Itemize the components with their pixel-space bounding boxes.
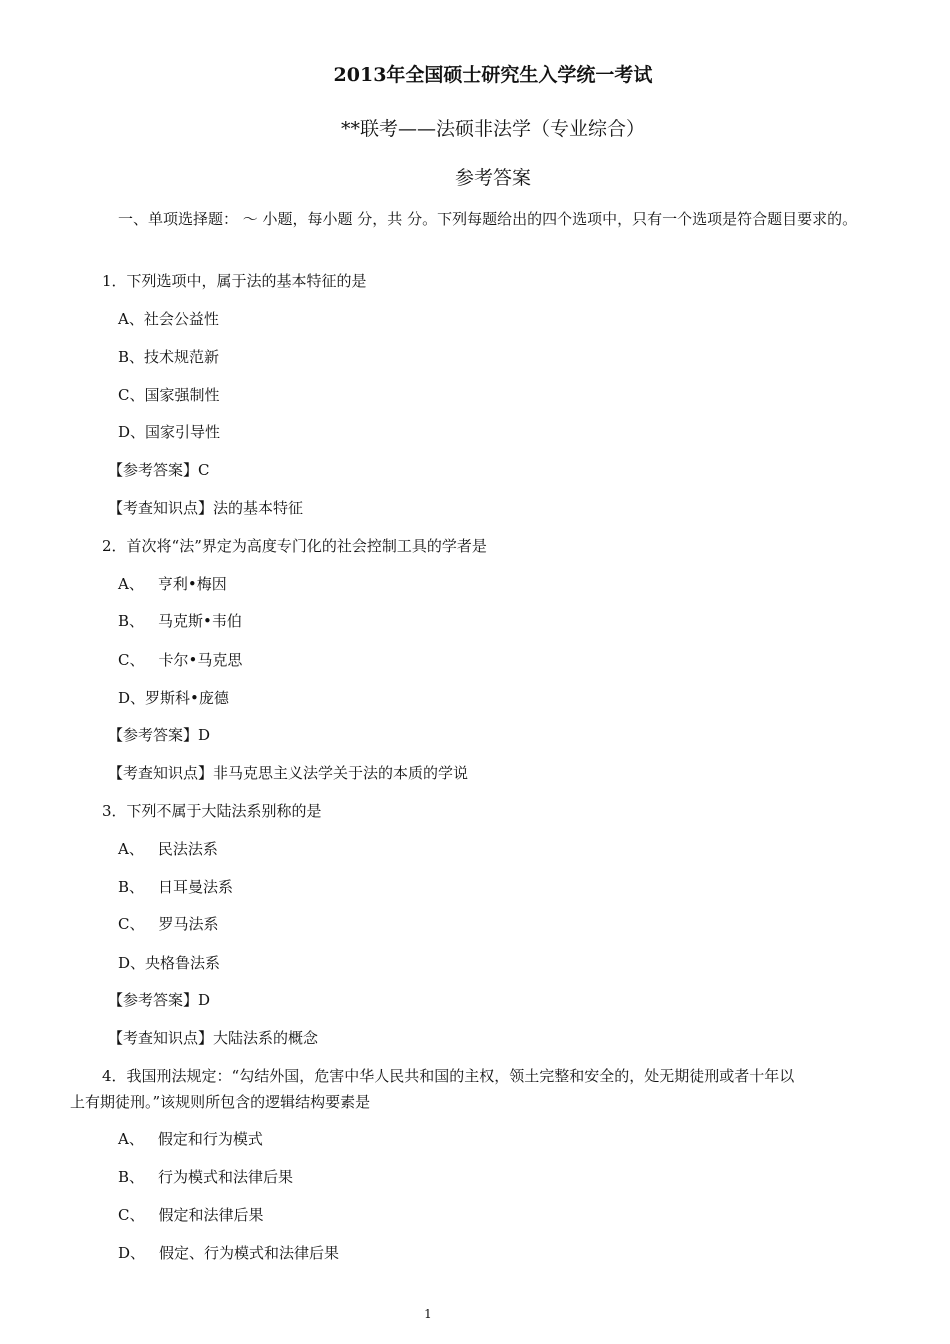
question-4-option-d: D、 假定、行为模式和法律后果: [118, 1244, 340, 1262]
question-4-option-a: A、 假定和行为模式: [118, 1130, 263, 1148]
section-heading: 参考答案: [454, 167, 531, 189]
question-4-option-c: C、 假定和法律后果: [118, 1206, 264, 1224]
question-2-option-b: B、 马克斯•韦伯: [118, 612, 242, 630]
question-3-option-d: D、央格鲁法系: [118, 954, 221, 972]
question-2-stem: 2．首次将“法”界定为高度专门化的社会控制工具的学者是: [102, 537, 487, 555]
section-instructions: 一、单项选择题： ～ 小题，每小题 分，共 分。下列每题给出的四个选项中，只有一个选项是符合题目要求的。: [118, 210, 858, 228]
question-2-option-c: C、 卡尔•马克思: [118, 651, 243, 669]
question-1-option-b: B、技术规范新: [118, 348, 220, 366]
question-4-stem-line-2: 上有期徒刑。”该规则所包含的逻辑结构要素是: [70, 1093, 371, 1111]
question-3-answer: 【参考答案】D: [108, 991, 211, 1009]
question-1-stem: 1．下列选项中，属于法的基本特征的是: [102, 272, 367, 290]
question-2-knowledge-point: 【考查知识点】非马克思主义法学关于法的本质的学说: [108, 764, 469, 782]
question-3-option-c: C、 罗马法系: [118, 915, 219, 933]
question-2-option-a: A、 亨利•梅因: [118, 575, 227, 593]
question-2-answer: 【参考答案】D: [108, 726, 211, 744]
question-4-option-b: B、 行为模式和法律后果: [118, 1168, 294, 1186]
question-3-stem: 3．下列不属于大陆法系别称的是: [102, 802, 322, 820]
question-1-option-a: A、社会公益性: [118, 310, 219, 328]
question-2-option-d: D、罗斯科•庞德: [118, 689, 229, 707]
question-3-option-a: A、 民法法系: [118, 840, 218, 858]
question-3-knowledge-point: 【考查知识点】大陆法系的概念: [108, 1029, 319, 1047]
question-3-option-b: B、 日耳曼法系: [118, 878, 234, 896]
page-number: 1: [424, 1307, 432, 1321]
document-title: 2013年全国硕士研究生入学统一考试: [333, 64, 653, 86]
document-subtitle: **联考——法硕非法学（专业综合）: [340, 118, 645, 140]
question-4-stem-line-1: 4．我国刑法规定：“勾结外国，危害中华人民共和国的主权，领土完整和安全的，处无期徒刑或者十年以: [102, 1067, 795, 1085]
question-1-answer: 【参考答案】C: [108, 461, 210, 479]
question-1-option-c: C、国家强制性: [118, 386, 220, 404]
question-1-option-d: D、国家引导性: [118, 423, 221, 441]
question-1-knowledge-point: 【考查知识点】法的基本特征: [108, 499, 304, 517]
